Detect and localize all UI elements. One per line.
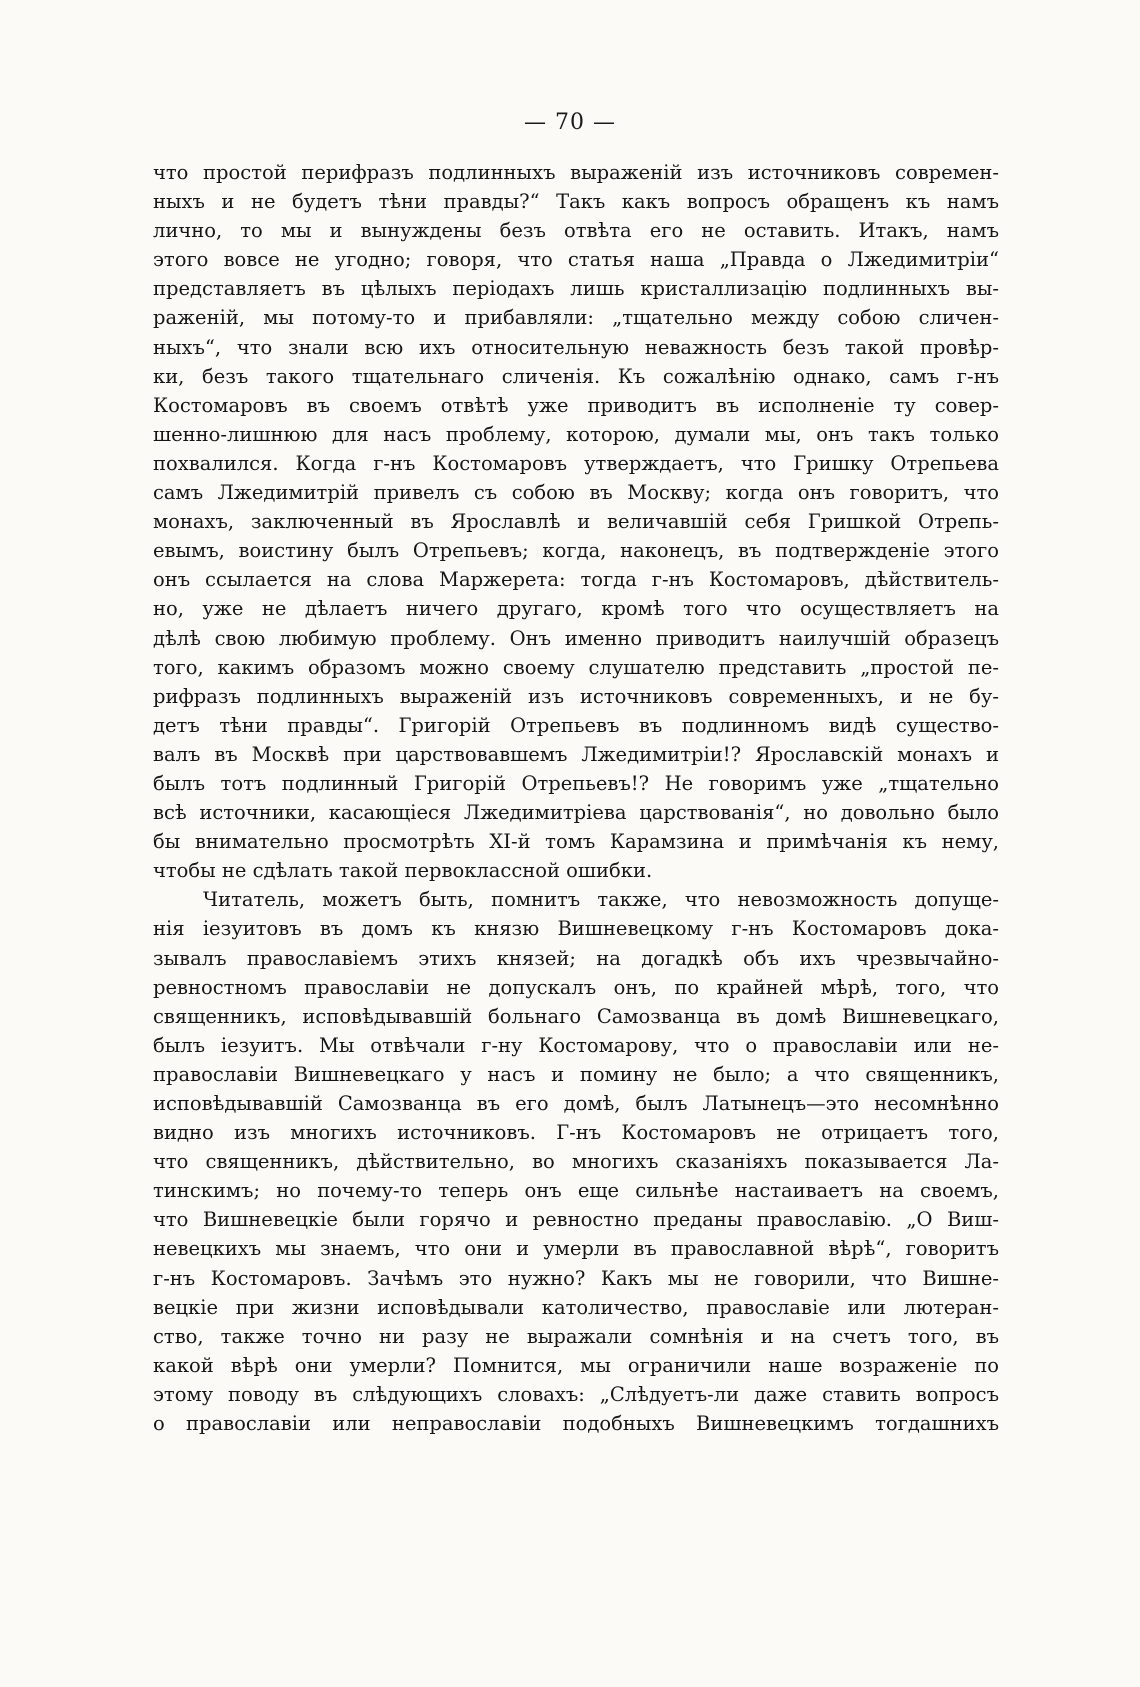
text-line: г-нъ Костомаровъ. Зачѣмъ это нужно? Какъ мы не говорили, что Вишне- <box>153 1266 999 1290</box>
text-line: видно изъ многихъ источниковъ. Г-нъ Костомаровъ не отрицаетъ того, <box>153 1121 999 1145</box>
text-line: какой вѣрѣ они умерли? Помнится, мы ограничили наше возраженіе по <box>153 1353 999 1377</box>
text-line: монахъ, заключенный въ Ярославлѣ и величавшій себя Гришкой Отрепь- <box>153 510 999 534</box>
text-line: шенно-лишнюю для насъ проблему, которою, думали мы, онъ такъ только <box>153 422 999 446</box>
text-line: рифразъ подлинныхъ выраженій изъ источниковъ современныхъ, и не бу- <box>153 684 999 708</box>
text-line: бы внимательно просмотрѣть XI-й томъ Карамзина и примѣчанія къ нему, <box>153 830 999 854</box>
text-line: былъ іезуитъ. Мы отвѣчали г-ну Костомарову, что о православіи или не- <box>153 1033 999 1057</box>
text-line: ки, безъ такого тщательнаго сличенія. Къ сожалѣнію однако, самъ г-нъ <box>153 364 999 388</box>
text-line: невецкихъ мы знаемъ, что они и умерли въ православной вѣрѣ“, говоритъ <box>153 1237 999 1261</box>
page-number: — 70 — <box>524 110 616 135</box>
text-line: но, уже не дѣлаетъ ничего другаго, кромѣ того что осуществляетъ на <box>153 597 999 621</box>
text-line: представляетъ въ цѣлыхъ періодахъ лишь кристаллизацію подлинныхъ вы- <box>153 277 999 301</box>
text-line: зывалъ православіемъ этихъ князей; на догадкѣ объ ихъ чрезвычайно- <box>153 946 999 970</box>
text-line: этому поводу въ слѣдующихъ словахъ: „Слѣдуетъ-ли даже ставить вопросъ <box>153 1382 999 1406</box>
text-line: былъ тотъ подлинный Григорій Отрепьевъ!? Не говоримъ уже „тщательно <box>153 771 999 795</box>
text-line: чтобы не сдѣлать такой первоклассной ошибки. <box>153 859 653 883</box>
text-line: валъ въ Москвѣ при царствовавшемъ Лжедимитріи!? Ярославскій монахъ и <box>153 742 999 766</box>
text-line: этого вовсе не угодно; говоря, что статья наша „Правда о Лжедимитріи“ <box>153 248 999 272</box>
text-line: исповѣдывавшій Самозванца въ его домѣ, былъ Латынецъ—это несомнѣнно <box>153 1092 999 1115</box>
text-line: всѣ источники, касающіеся Лжедимитріева царствованія“, но довольно было <box>153 801 999 825</box>
text-line: Костомаровъ въ своемъ отвѣтѣ уже приводитъ въ исполненіе ту совер- <box>153 393 999 417</box>
text-line: тинскимъ; но почему-то теперь онъ еще сильнѣе настаиваетъ на своемъ, <box>153 1179 999 1203</box>
paragraph <box>153 885 999 1438</box>
text-line: ство, также точно ни разу не выражали сомнѣнія и на счетъ того, въ <box>153 1324 999 1348</box>
text-line: православіи Вишневецкаго у насъ и помину не было; а что священникъ, <box>153 1062 999 1086</box>
text-line: детъ тѣни правды“. Григорій Отрепьевъ въ подлинномъ видѣ существо- <box>153 713 999 737</box>
text-line: что простой перифразъ подлинныхъ выраженій изъ источниковъ современ- <box>153 161 999 184</box>
text-line: раженій, мы потому-то и прибавляли: „тщательно между собою сличен- <box>153 306 999 330</box>
text-line: что священникъ, дѣйствительно, во многихъ сказаніяхъ показывается Ла- <box>153 1150 999 1174</box>
text-line: о православіи или неправославіи подобныхъ Вишневецкимъ тогдашнихъ <box>153 1412 999 1436</box>
paragraph <box>153 158 999 885</box>
text-line: лично, то мы и вынуждены безъ отвѣта его не оставить. Итакъ, намъ <box>153 219 999 243</box>
text-line: нія іезуитовъ въ домъ къ князю Вишневецкому г-нъ Костомаровъ дока- <box>153 917 999 941</box>
body-text <box>153 158 999 1438</box>
text-line: того, какимъ образомъ можно своему слушателю представить „простой пе- <box>153 655 999 679</box>
text-line: Читатель, можетъ быть, помнитъ также, что невозможность допуще- <box>203 888 999 912</box>
text-line: ревностномъ православіи не допускалъ онъ, по крайней мѣрѣ, того, что <box>153 975 999 999</box>
text-line: священникъ, исповѣдывавшій больнаго Самозванца въ домѣ Вишневецкаго, <box>153 1004 999 1028</box>
text-line: что Вишневецкіе были горячо и ревностно преданы православію. „О Виш- <box>153 1208 999 1232</box>
text-line: дѣлѣ свою любимую проблему. Онъ именно приводитъ наилучшій образецъ <box>153 626 999 650</box>
text-line: ныхъ“, что знали всю ихъ относительную неважность безъ такой провѣр- <box>153 335 999 359</box>
text-line: онъ ссылается на слова Маржерета: тогда г-нъ Костомаровъ, дѣйствитель- <box>153 568 999 592</box>
text-line: вецкіе при жизни исповѣдывали католичество, православіе или лютеран- <box>153 1295 999 1319</box>
text-line: ныхъ и не будетъ тѣни правды?“ Такъ какъ вопросъ обращенъ къ намъ <box>153 190 999 214</box>
text-line: самъ Лжедимитрій привелъ съ собою въ Москву; когда онъ говоритъ, что <box>153 481 999 505</box>
text-line: похвалился. Когда г-нъ Костомаровъ утверждаетъ, что Гришку Отрепьева <box>153 451 999 475</box>
text-line: евымъ, воистину былъ Отрепьевъ; когда, наконецъ, въ подтвержденіе этого <box>153 539 999 563</box>
